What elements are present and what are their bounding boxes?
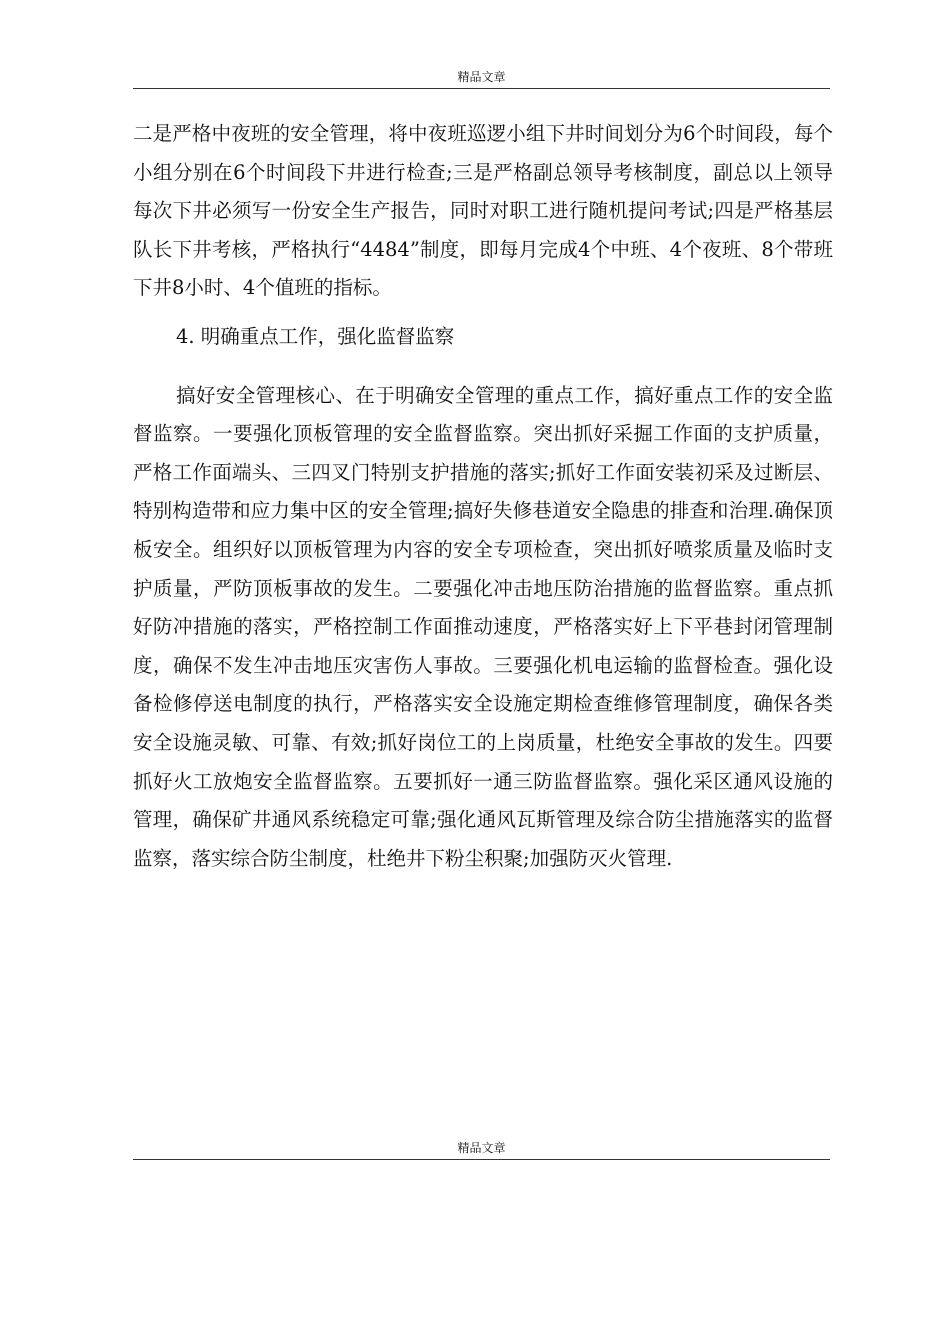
- page-header: [133, 70, 830, 89]
- header-label: 精品文章: [457, 70, 506, 84]
- paragraph: 搞好安全管理核心、在于明确安全管理的重点工作，搞好重点工作的安全监督监察。一要强化顶板管理的安全监督监察。突出抓好采掘工作面的支护质量，严格工作面端头、三四叉门特别支护措施的落实;抓好工作面安装初采及过断层、特别构造带和应力集中区的安全管理;搞好失修巷道安全隐患的排查和治理.确保顶板安全。组织好以顶板管理为内容的安全专项检查，突出抓好喷浆质量及临时支护质量，严防顶板事故的发生。二要强化冲击地压防治措施的监督监察。重点抓好防冲措施的落实，严格控制工作面推动速度，严格落实好上下平巷封闭管理制度，确保不发生冲击地压灾害伤人事故。三要强化机电运输的监督检查。强化设备检修停送电制度的执行，严格落实安全设施定期检查维修管理制度，确保各类安全设施灵敏、可靠、有效;抓好岗位工的上岗质量，杜绝安全事故的发生。四要抓好火工放炮安全监督监察。五要抓好一通三防监督监察。强化采区通风设施的管理，确保矿井通风系统稳定可靠;强化通风瓦斯管理及综合防尘措施落实的监督监察，落实综合防尘制度，杜绝井下粉尘积聚;加强防灭火管理.: [133, 383, 833, 870]
- section-heading: 4. 明确重点工作，强化监督监察: [176, 324, 455, 348]
- paragraph-continued: 二是严格中夜班的安全管理，将中夜班巡逻小组下井时间划分为6个时间段，每个小组分别在6个时间段下井进行检查;三是严格副总领导考核制度，副总以上领导每次下井必须写一份安全生产报告，同时对职工进行随机提问考试;四是严格基层队长下井考核，严格执行“4484”制度，即每月完成4个中班、4个夜班、8个带班下井8小时、4个值班的指标。: [133, 122, 833, 300]
- document-body: [133, 115, 833, 878]
- footer-label: 精品文章: [457, 1141, 506, 1155]
- page-footer: [133, 1141, 830, 1160]
